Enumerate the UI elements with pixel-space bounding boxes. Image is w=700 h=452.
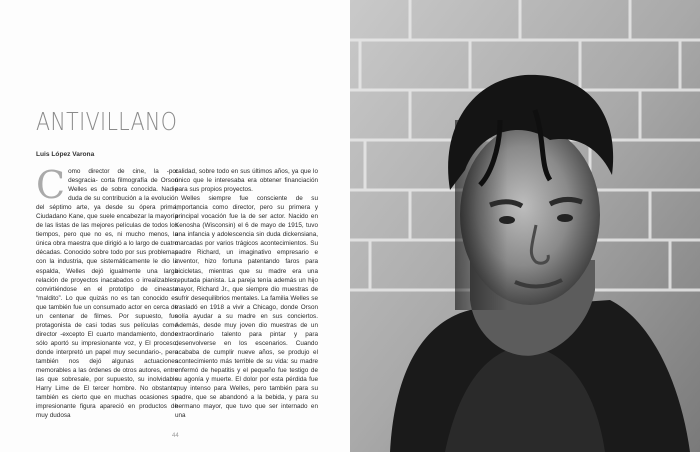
text-column-2 bbox=[175, 167, 318, 420]
article-title: ANTIVILLANO bbox=[36, 107, 178, 136]
page-number: 44 bbox=[172, 433, 179, 439]
text-column-1 bbox=[36, 163, 178, 420]
drop-cap: C bbox=[36, 163, 66, 207]
paragraph: calidad, sobre todo en sus últimos años, ya que lo único que le interesaba era obtener financiación para sus propios proyectos. bbox=[175, 168, 318, 194]
portrait-photo-icon bbox=[350, 0, 700, 452]
paragraph: omo director de cine, la -por desgracia- corta filmografía de Orson Welles es de sobra conocida. Nadie duda de su contribución a la evolución del séptimo arte, ya desde su ópera prima, Ciudadano Kane, que suele encabezar la mayoría de las listas de las mejores películas de todos los tiempos, pero que no es, ni mucho menos, la única obra maestra que dirigió a lo largo de cuatro décadas. Conocido sobre todo por sus problemas con la industria, que sistemáticamente le dio la espalda, Welles dejó igualmente una larga relación de proyectos inacabados o irrealizables, convirtiéndose en el prototipo de cineasta “maldito”. Lo que quizás no es tan conocido es que también fue un consumado actor en cerca de un centenar de filmes. Por supuesto, fue protagonista de casi todas sus películas como director -excepto El cuarto mandamiento, donde sólo aportó su impresionante voz, y El proceso, donde interpretó un papel muy secundario-, pero también nos dejó algunas actuaciones memorables a las órdenes de otros autores, entre las que sobresale, por supuesto, su inolvidable Harry Lime de El tercer hombre. No obstante, también es cierto que en muchas ocasiones su impresionante figura apareció en productos de muy dudosa bbox=[36, 168, 178, 420]
article-author: Luis López Varona bbox=[36, 151, 95, 158]
portrait-photo bbox=[350, 0, 700, 452]
paragraph: Welles siempre fue consciente de su importancia como director, pero su primera y principal vocación fue la de ser actor. Nacido en Kenosha (Wisconsin) el 6 de mayo de 1915, tuvo una infancia y adolescencia sin duda dickensiana, marcadas por varios trágicos acontecimientos. Su padre Richard, un imaginativo empresario e inventor, hizo fortuna patentando faros para bicicletas, mientras que su madre era una reputada pianista. La pareja tenía además un hijo mayor, Richard Jr., que siempre dio muestras de sufrir desequilibrios mentales. La familia Welles se trasladó en 1918 a vivir a Chicago, donde Orson solía ayudar a su madre en sus conciertos. Además, desde muy joven dio muestras de un extraordinario talento para pintar y para desenvolverse en los escenarios. Cuando acababa de cumplir nueve años, se produjo el acontecimiento más terrible de su vida: su madre enfermó de hepatitis y el pequeño fue testigo de su agonía y muerte. El dolor por esta pérdida fue muy intenso para Welles, pero también para su padre, que se abandonó a la bebida, y para su hermano mayor, que tuvo que ser internado en una bbox=[175, 195, 318, 420]
